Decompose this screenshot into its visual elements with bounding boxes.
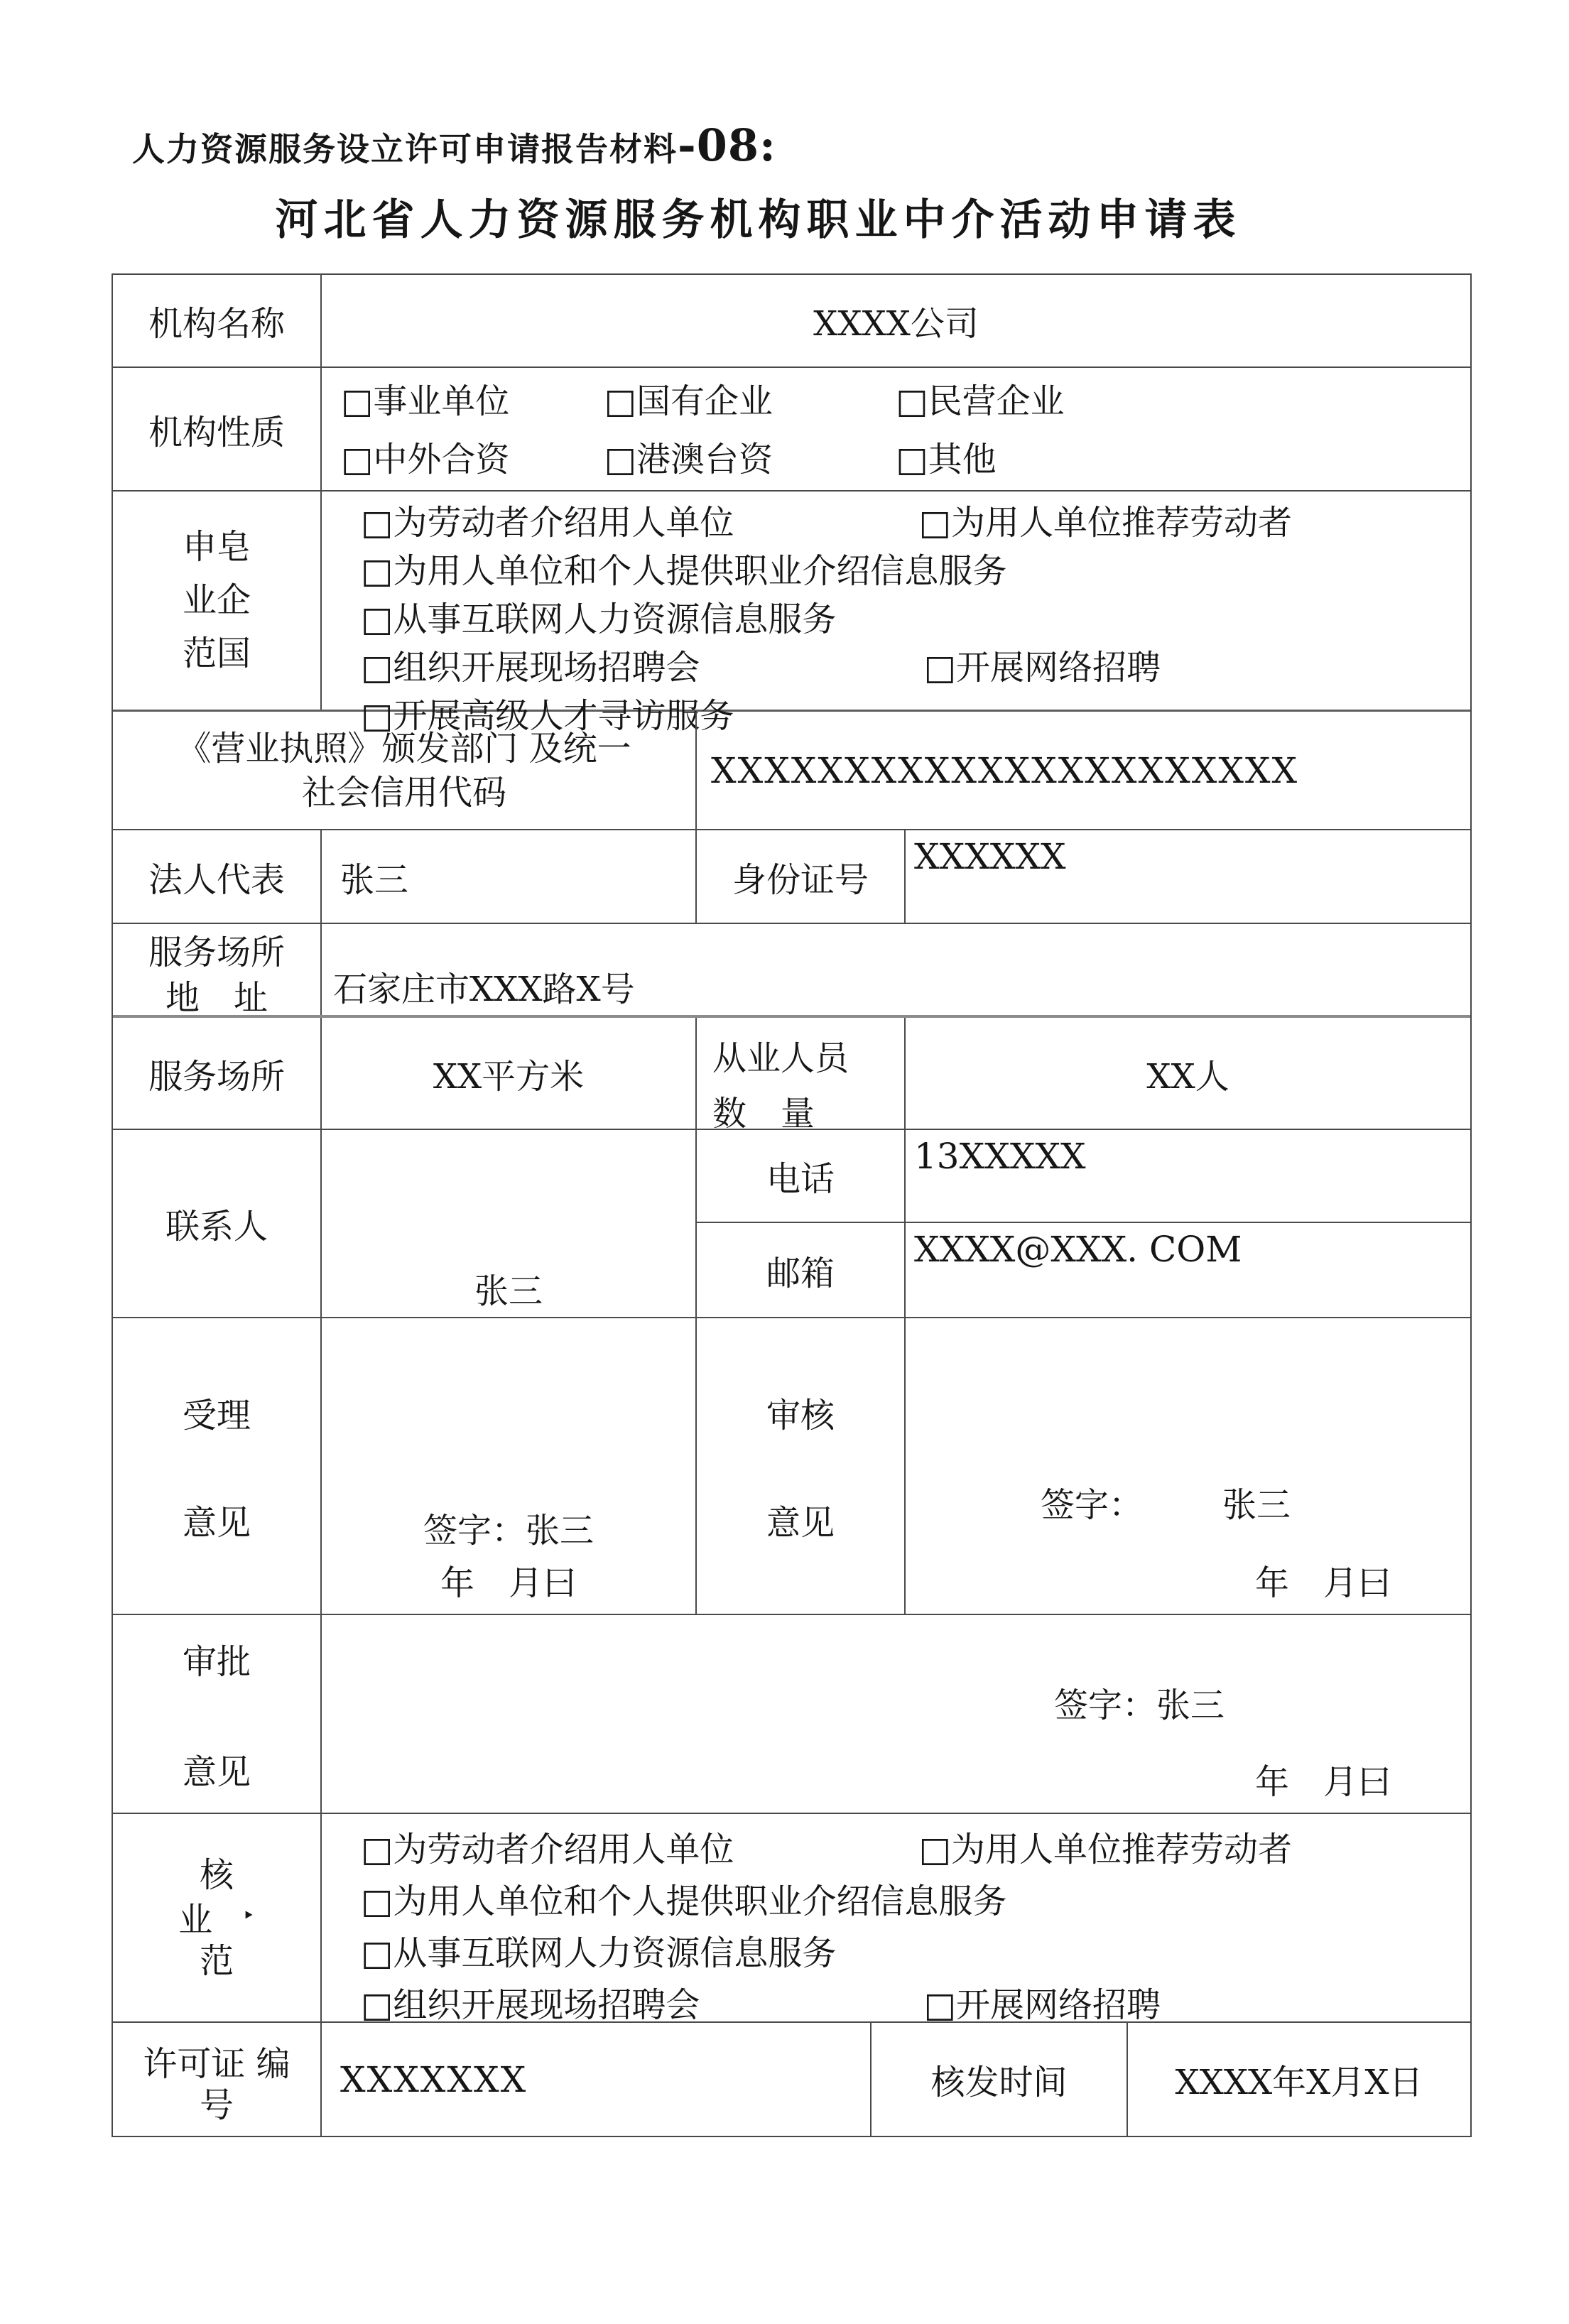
- verified-scope-line3: [322, 1928, 1470, 1980]
- staff-count-label: 从业人员 数 量: [697, 1018, 906, 1129]
- license-code-label: 《营业执照》颁发部门 及统一 社会信用代码: [113, 712, 697, 829]
- row-address: [113, 924, 1470, 1018]
- row-approval: [113, 1615, 1470, 1814]
- tick-mark: ‣: [242, 1903, 255, 1928]
- nature-options-line1: [322, 372, 1470, 430]
- apply-scope-line2: [322, 547, 1470, 595]
- accept-opinion-cell: [322, 1318, 697, 1614]
- contact-label: 联系人: [113, 1130, 322, 1317]
- apply-scope-line3: [322, 595, 1470, 644]
- material-header: [132, 119, 776, 171]
- checkbox-option-zhongwai[interactable]: □中外合资: [341, 440, 510, 479]
- legal-rep-value: 张三: [322, 830, 697, 923]
- checkbox-verified-online-recruit[interactable]: □开展网络招聘: [923, 1985, 1161, 2025]
- row-org-nature: [113, 368, 1470, 492]
- id-number-value: XXXXXX: [914, 836, 1066, 877]
- approval-opinion-label: 审批 意见: [113, 1615, 322, 1813]
- row-apply-scope: [113, 492, 1470, 736]
- org-name-label: 机构名称: [113, 275, 322, 366]
- row-area-staff: [113, 1018, 1470, 1134]
- checkbox-verified-intro-employer[interactable]: □为劳动者介绍用人单位: [361, 1830, 734, 1869]
- contact-phone-email-block: [697, 1130, 1470, 1317]
- row-verified-scope: [113, 1814, 1470, 2023]
- contact-name: 张三: [322, 1130, 697, 1317]
- checkbox-verified-recommend-worker[interactable]: □为用人单位推荐劳动者: [918, 1830, 1292, 1869]
- application-form-table: [112, 273, 1472, 2137]
- row-org-name: [113, 275, 1470, 368]
- id-number-label: 身份证号: [697, 830, 906, 923]
- approval-date: 年 月曰: [1255, 1762, 1392, 1802]
- review-opinion-label: 审核 意见: [697, 1318, 906, 1614]
- checkbox-verified-internet-hr[interactable]: □从事互联网人力资源信息服务: [361, 1933, 837, 1973]
- review-signature: 签字： 张三: [1041, 1485, 1291, 1525]
- checkbox-apply-intro-employer[interactable]: □为劳动者介绍用人单位: [361, 503, 734, 543]
- email-label: 邮箱: [697, 1223, 906, 1317]
- org-name-value: XXXX公司: [813, 304, 979, 344]
- email-value: XXXX@XXX. COM: [914, 1229, 1242, 1270]
- phone-value: 13XXXXX: [914, 1136, 1086, 1177]
- material-header-text: 人力资源服务设立许可申请报告材料: [132, 130, 678, 168]
- address-label: 服务场所 地 址: [113, 924, 322, 1015]
- row-license-code: [113, 712, 1470, 830]
- checkbox-apply-info-service[interactable]: □为用人单位和个人提供职业介绍信息服务: [361, 551, 1007, 591]
- checkbox-apply-internet-hr[interactable]: □从事互联网人力资源信息服务: [361, 599, 837, 639]
- checkbox-verified-info-service[interactable]: □为用人单位和个人提供职业介绍信息服务: [361, 1882, 1007, 1921]
- checkbox-apply-recommend-worker[interactable]: □为用人单位推荐劳动者: [918, 503, 1292, 543]
- permit-number-label: 许可证 编 号: [113, 2023, 322, 2136]
- apply-scope-line4: [322, 644, 1470, 692]
- apply-scope-options: [322, 492, 1470, 736]
- issue-time-value: XXXX年X月X日: [1175, 2063, 1423, 2102]
- area-label: 服务场所: [113, 1018, 322, 1129]
- nature-options-line2: [322, 430, 1470, 489]
- accept-signature: 签字：张三: [423, 1511, 594, 1551]
- org-nature-options: [322, 368, 1470, 490]
- verified-scope-line2: [322, 1876, 1470, 1928]
- row-accept-review: [113, 1318, 1470, 1615]
- checkbox-option-gangaotai[interactable]: □港澳台资: [604, 440, 773, 479]
- apply-scope-line1: [322, 499, 1470, 547]
- contact-email-row: [697, 1223, 1470, 1317]
- checkbox-verified-job-fair[interactable]: □组织开展现场招聘会: [361, 1985, 700, 2025]
- issue-time-label: 核发时间: [872, 2023, 1128, 2136]
- area-value: XX平方米: [322, 1018, 697, 1129]
- review-date: 年 月曰: [1255, 1563, 1392, 1603]
- checkbox-option-minying[interactable]: □民营企业: [896, 381, 1065, 421]
- org-nature-label: 机构性质: [113, 368, 322, 490]
- verified-scope-label: 核 业 ‣ 范: [113, 1814, 322, 2021]
- permit-number-value: XXXXXXX: [322, 2023, 872, 2136]
- verified-scope-options: [322, 1814, 1470, 2025]
- review-opinion-cell: [906, 1318, 1470, 1614]
- checkbox-apply-headhunting[interactable]: □开展高级人才寻访服务: [361, 696, 734, 736]
- verified-scope-line1: [322, 1824, 1470, 1876]
- contact-phone-row: [697, 1130, 1470, 1223]
- license-code-value: XXXXXXXXXXXXXXXXXXXXXX: [711, 749, 1299, 791]
- checkbox-option-guoyou[interactable]: □国有企业: [604, 381, 773, 421]
- accept-date: 年 月曰: [440, 1563, 577, 1603]
- approval-signature: 签字：张三: [1054, 1685, 1225, 1725]
- accept-opinion-label: 受理 意见: [113, 1318, 322, 1614]
- row-contact: [113, 1130, 1470, 1318]
- checkbox-option-qita[interactable]: □其他: [896, 440, 997, 479]
- legal-rep-label: 法人代表: [113, 830, 322, 923]
- staff-count-value: XX人: [1146, 1056, 1229, 1097]
- approval-opinion-cell: [322, 1615, 1470, 1813]
- address-value: 石家庄市XXX路X号: [333, 970, 635, 1009]
- material-number: -08:: [678, 119, 776, 171]
- row-permit: [113, 2023, 1470, 2136]
- row-legal-rep: [113, 830, 1470, 924]
- checkbox-option-shiye[interactable]: □事业单位: [341, 381, 510, 421]
- page-title: 河北省人力资源服务机构职业中介活动申请表: [275, 195, 1242, 245]
- apply-scope-label: 申皂 业企 范国: [113, 492, 322, 710]
- checkbox-apply-online-recruit[interactable]: □开展网络招聘: [923, 648, 1161, 688]
- checkbox-apply-job-fair[interactable]: □组织开展现场招聘会: [361, 648, 700, 688]
- phone-label: 电话: [697, 1130, 906, 1222]
